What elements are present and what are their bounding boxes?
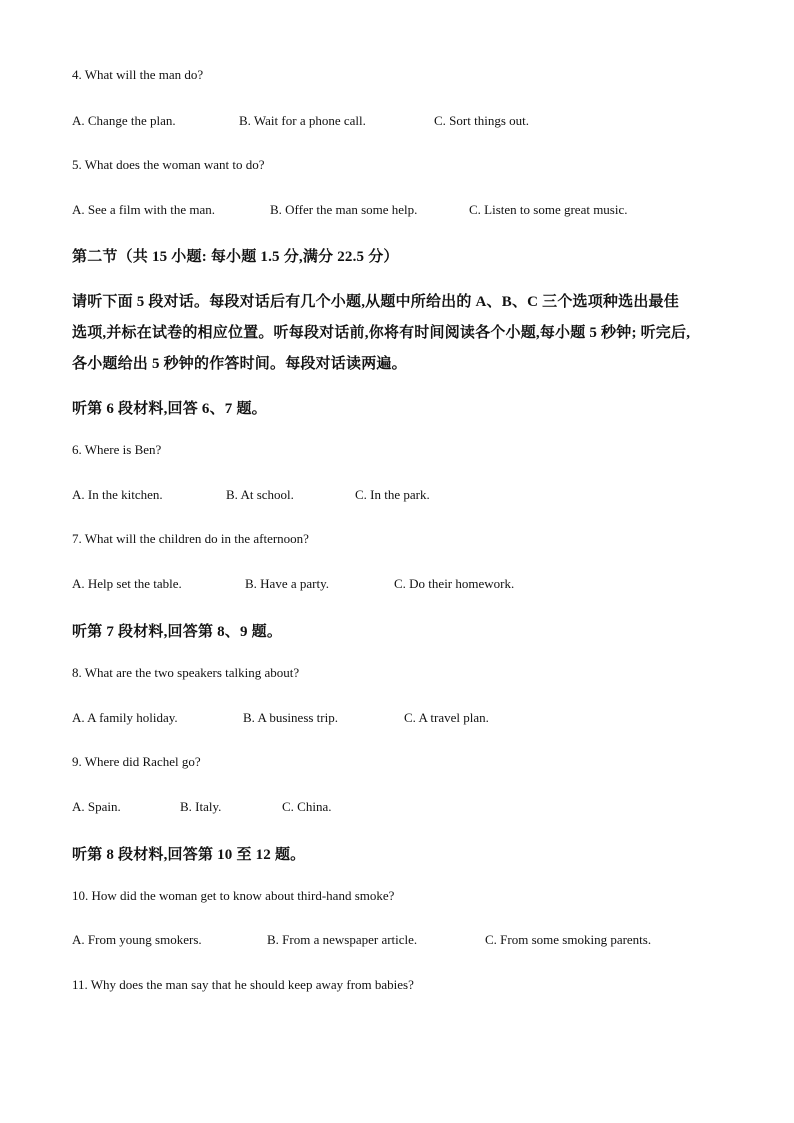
option-b: B. Have a party. <box>245 576 329 591</box>
option-a: A. Change the plan. <box>72 113 176 128</box>
option-c: C. From some smoking parents. <box>485 932 652 947</box>
option-c: C. Do their homework. <box>394 576 515 591</box>
question-8-options <box>72 710 722 728</box>
option-b: B. Italy. <box>180 799 222 814</box>
section-2-instructions-line-3: 各小题给出 5 秒钟的作答时间。每段对话读两遍。 <box>72 356 407 372</box>
section-2-instructions-line-2: 选项,并标在试卷的相应位置。听每段对话前,你将有时间阅读各个小题,每小题 5 秒钟; 听完后, <box>72 325 691 341</box>
option-c: C. In the park. <box>355 487 430 502</box>
question-6-options <box>72 487 722 505</box>
question-9: 9. Where did Rachel go? <box>72 754 201 769</box>
section-2-instructions-line-1: 请听下面 5 段对话。每段对话后有几个小题,从题中所给出的 A、B、C 三个选项种选出最佳 <box>72 294 679 310</box>
option-b: B. From a newspaper article. <box>267 932 418 947</box>
question-4: 4. What will the man do? <box>72 67 204 82</box>
option-a: A. From young smokers. <box>72 932 202 947</box>
option-c: C. Sort things out. <box>434 113 529 128</box>
option-b: B. Wait for a phone call. <box>239 113 366 128</box>
question-5-options <box>72 202 722 220</box>
option-b: B. A business trip. <box>243 710 338 725</box>
dialog-7-heading: 听第 7 段材料,回答第 8、9 题。 <box>72 624 283 640</box>
option-a: A. See a film with the man. <box>72 202 215 217</box>
question-7: 7. What will the children do in the afternoon? <box>72 531 309 546</box>
option-a: A. Spain. <box>72 799 121 814</box>
question-5: 5. What does the woman want to do? <box>72 157 265 172</box>
question-10-options <box>72 932 722 950</box>
option-c: C. China. <box>282 799 332 814</box>
section-2-heading: 第二节（共 15 小题: 每小题 1.5 分,满分 22.5 分） <box>72 249 399 265</box>
option-b: B. At school. <box>226 487 294 502</box>
option-c: C. A travel plan. <box>404 710 489 725</box>
question-8: 8. What are the two speakers talking about? <box>72 665 300 680</box>
dialog-6-heading: 听第 6 段材料,回答 6、7 题。 <box>72 401 267 417</box>
option-a: A. In the kitchen. <box>72 487 163 502</box>
option-b: B. Offer the man some help. <box>270 202 418 217</box>
option-a: A. A family holiday. <box>72 710 178 725</box>
question-7-options <box>72 576 722 594</box>
dialog-8-heading: 听第 8 段材料,回答第 10 至 12 题。 <box>72 847 306 863</box>
option-a: A. Help set the table. <box>72 576 182 591</box>
question-11: 11. Why does the man say that he should keep away from babies? <box>72 977 414 992</box>
option-c: C. Listen to some great music. <box>469 202 628 217</box>
question-4-options <box>72 113 722 131</box>
question-10: 10. How did the woman get to know about third-hand smoke? <box>72 888 395 903</box>
question-9-options <box>72 799 722 817</box>
question-6: 6. Where is Ben? <box>72 442 162 457</box>
